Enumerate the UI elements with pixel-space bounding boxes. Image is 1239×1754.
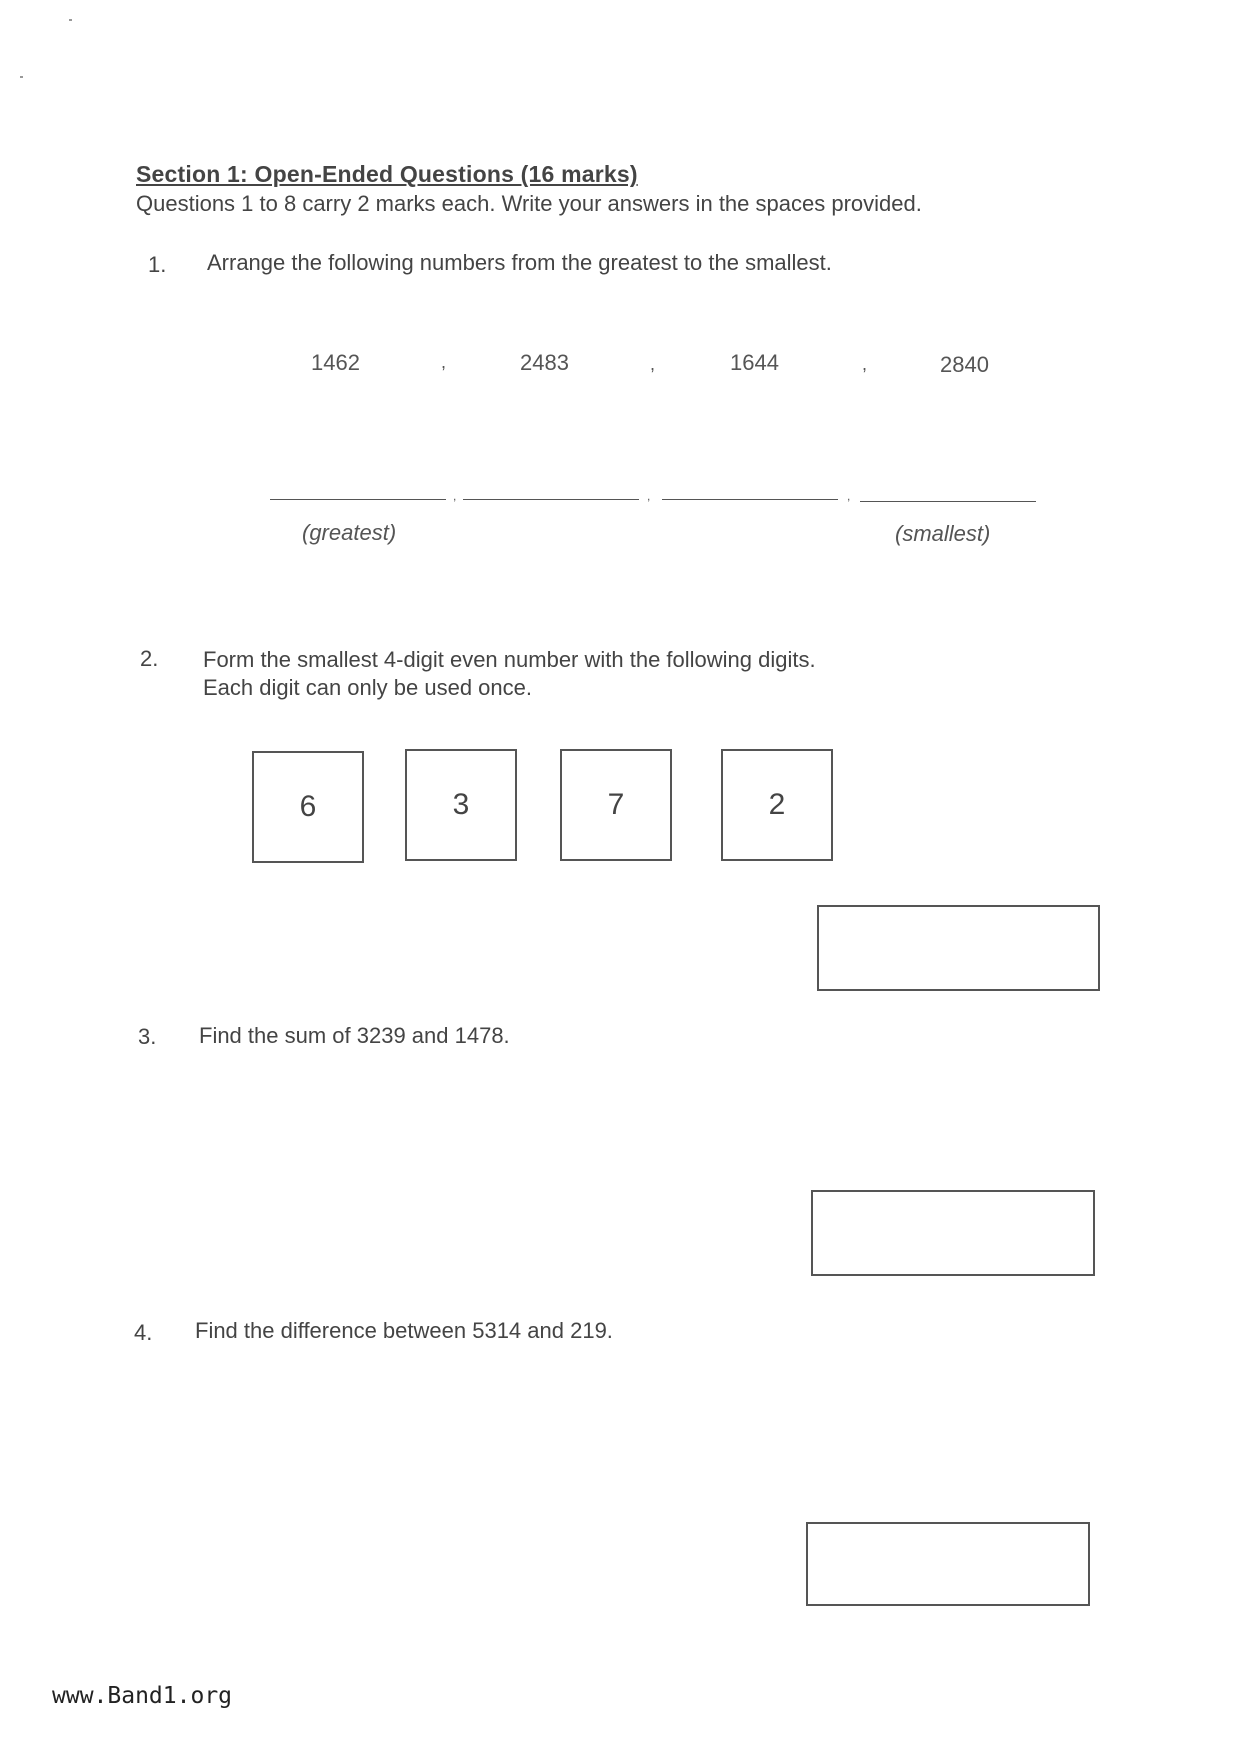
digit-value: 3	[452, 788, 470, 821]
q1-number-1: 1462	[311, 350, 360, 375]
digit-value: 6	[299, 790, 317, 823]
q1-blank-comma: ,	[647, 489, 651, 503]
footer-url: www.Band1.org	[52, 1683, 233, 1709]
digit-box-3	[560, 749, 672, 861]
digit-value: 7	[607, 788, 625, 821]
q1-comma: ,	[862, 354, 868, 374]
q1-smallest-label: (smallest)	[895, 521, 991, 546]
question-4-text: Find the difference between 5314 and 219.	[195, 1318, 613, 1343]
question-1-text: Arrange the following numbers from the greatest to the smallest.	[207, 250, 832, 275]
digit-box-1	[252, 751, 364, 863]
digit-value: 2	[768, 788, 786, 821]
q1-answer-blank-3[interactable]	[662, 499, 838, 500]
q1-answer-blank-2[interactable]	[463, 499, 639, 500]
q3-answer-box[interactable]	[811, 1190, 1095, 1276]
digit-box-2	[405, 749, 517, 861]
scan-speck	[69, 19, 72, 21]
question-2-text-line-1: Form the smallest 4-digit even number with the following digits.	[203, 647, 816, 672]
q1-comma: ,	[650, 354, 656, 374]
q2-answer-box[interactable]	[817, 905, 1100, 991]
question-1-number: 1.	[148, 252, 167, 277]
q1-answer-blank-1[interactable]	[270, 499, 446, 500]
q1-blank-comma: ,	[847, 489, 851, 503]
question-4-number: 4.	[134, 1320, 153, 1345]
question-2-text-line-2: Each digit can only be used once.	[203, 675, 533, 700]
section-instructions: Questions 1 to 8 carry 2 marks each. Write your answers in the spaces provided.	[136, 191, 922, 216]
q1-comma: ,	[441, 352, 447, 372]
q4-answer-box[interactable]	[806, 1522, 1090, 1606]
question-2-number: 2.	[140, 646, 159, 671]
question-3-text: Find the sum of 3239 and 1478.	[199, 1023, 510, 1048]
q1-answer-blank-4[interactable]	[860, 501, 1036, 502]
q1-number-2: 2483	[520, 350, 569, 375]
q1-number-4: 2840	[940, 352, 989, 377]
q1-greatest-label: (greatest)	[302, 520, 397, 545]
q1-blank-comma: ,	[453, 489, 457, 503]
q1-number-3: 1644	[730, 350, 779, 375]
digit-box-4	[721, 749, 833, 861]
section-title: Section 1: Open-Ended Questions (16 marks)	[136, 161, 638, 187]
question-3-number: 3.	[138, 1024, 157, 1049]
scan-speck	[20, 76, 23, 78]
